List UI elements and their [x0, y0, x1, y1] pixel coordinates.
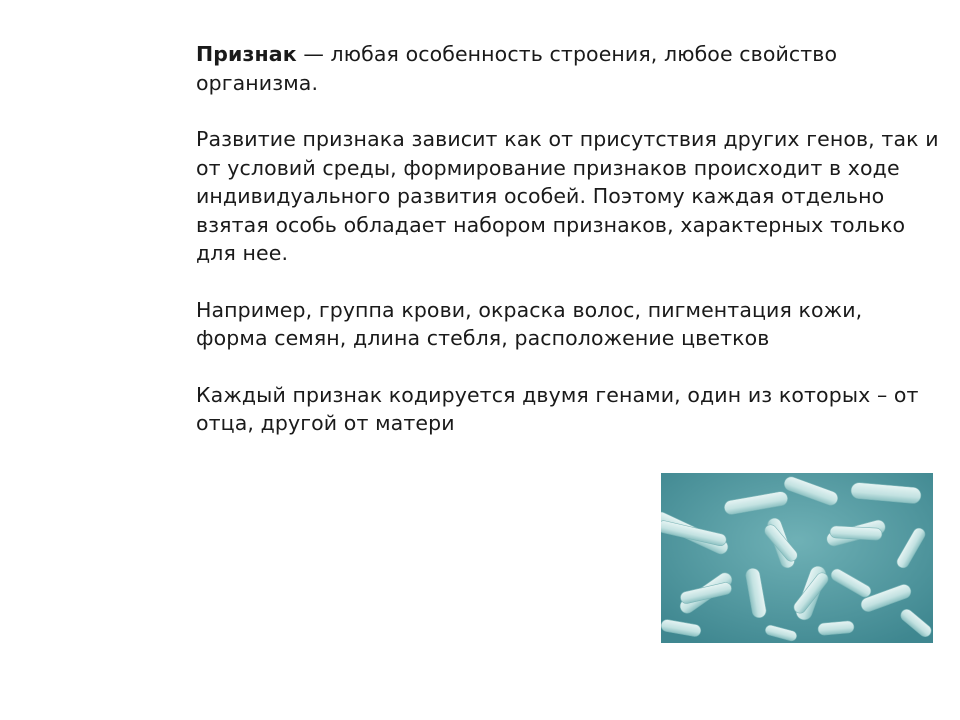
text-block: [196, 40, 946, 466]
chromosomes-image: [661, 473, 933, 643]
definition-paragraph: [196, 40, 946, 97]
definition-text: — любая особенность строения, любое свойство организма.: [196, 42, 844, 95]
definition-term: Признак: [196, 42, 297, 66]
gene-coding-paragraph: Каждый признак кодируется двумя генами, один из которых – от отца, другой от матери: [196, 382, 926, 435]
development-paragraph: Развитие признака зависит как от присутствия других генов, так и от условий среды, формирование признаков происходит в ходе индивидуального развития особей. Поэтому каждая отдельно взятая особь обладает набором признаков, характерных только для нее.: [196, 127, 946, 265]
examples-paragraph: Например, группа крови, окраска волос, пигментация кожи, форма семян, длина стебля, расположение цветков: [196, 297, 876, 350]
chromosomes-illustration: [661, 473, 933, 643]
